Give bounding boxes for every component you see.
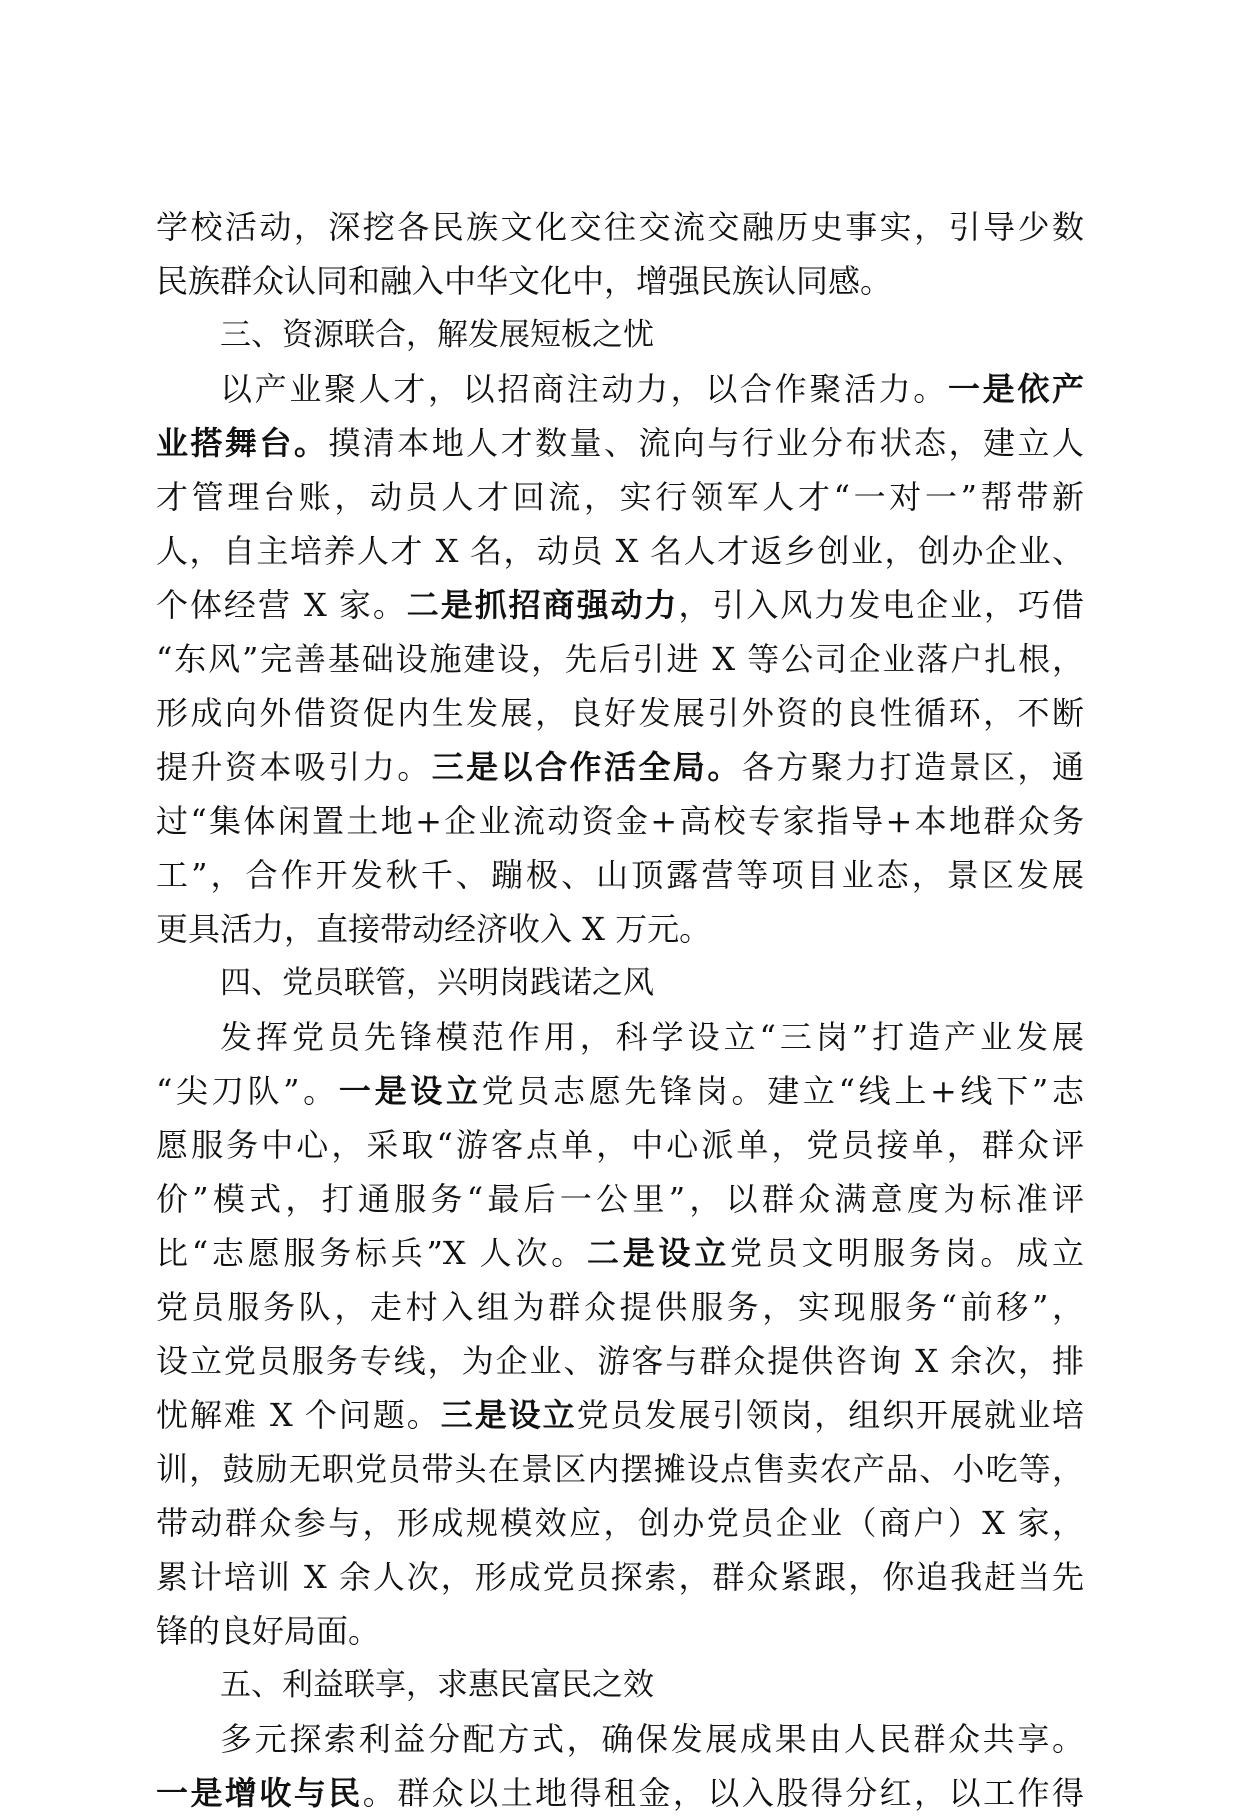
text-segment: 训，鼓励无职党员带头在景区内摆摊设点售卖农产品、小吃等，: [156, 1450, 1084, 1488]
text-segment: 累计培训 X 余人次，形成党员探索，群众紧跟，你追我赶当先: [156, 1558, 1084, 1596]
text-line: [156, 794, 1084, 848]
text-segment: 发挥党员先锋模范作用，科学设立“三岗”打造产业发展: [220, 1018, 1084, 1056]
text-line: [156, 470, 1084, 524]
text-line: [156, 578, 1084, 632]
text-line: [156, 1064, 1084, 1118]
text-segment: 党员文明服务岗。成立: [730, 1234, 1084, 1272]
text-line: [156, 632, 1084, 686]
text-line: [156, 1496, 1084, 1550]
text-segment: 提升资本吸引力。: [156, 748, 432, 786]
text-segment: 四、党员联管，兴明岗践诺之风: [220, 965, 654, 1001]
document-page: [156, 200, 1084, 1820]
text-line: [156, 902, 1084, 956]
text-segment: 摸清本地人才数量、流向与行业分布状态，建立人: [328, 424, 1084, 462]
text-line: [156, 1388, 1084, 1442]
text-segment: 锋的良好局面。: [156, 1612, 381, 1650]
text-line: [156, 1010, 1084, 1064]
section-heading: [156, 1658, 1084, 1712]
text-segment: 带动群众参与，形成规模效应，创办党员企业（商户）X 家，: [156, 1504, 1084, 1542]
text-line: [156, 1766, 1084, 1820]
bold-phrase: 二是设立: [586, 1234, 731, 1272]
section-heading: [156, 308, 1084, 362]
text-segment: 工”，合作开发秋千、蹦极、山顶露营等项目业态，景区发展: [156, 856, 1084, 894]
text-line: [156, 362, 1084, 416]
text-segment: “尖刀队”。: [156, 1072, 339, 1110]
text-segment: 个体经营 X 家。: [156, 586, 407, 624]
text-line: [156, 686, 1084, 740]
text-segment: 忧解难 X 个问题。: [156, 1396, 441, 1434]
text-segment: 各方聚力打造景区，通: [741, 748, 1084, 786]
text-segment: 形成向外借资促内生发展，良好发展引外资的良性循环，不断: [156, 694, 1084, 732]
text-segment: 愿服务中心，采取“游客点单，中心派单，党员接单，群众评: [156, 1126, 1084, 1164]
text-segment: 以产业聚人才，以招商注动力，以合作聚活力。: [220, 370, 948, 408]
text-segment: 设立党员服务专线，为企业、游客与群众提供咨询 X 余次，排: [156, 1342, 1084, 1380]
bold-phrase: 三是以合作活全局。: [431, 748, 742, 786]
text-segment: 更具活力，直接带动经济收入 X 万元。: [156, 910, 712, 948]
text-line: [156, 200, 1084, 254]
text-segment: 党员发展引领岗，组织开展就业培: [576, 1396, 1084, 1434]
text-line: [156, 1280, 1084, 1334]
text-segment: ，引入风力发电企业，巧借: [678, 586, 1084, 624]
text-line: [156, 1118, 1084, 1172]
bold-phrase: 一是设立: [338, 1072, 482, 1110]
text-line: [156, 1334, 1084, 1388]
text-line: [156, 1226, 1084, 1280]
text-line: [156, 740, 1084, 794]
text-segment: 民族群众认同和融入中华文化中，增强民族认同感。: [156, 262, 893, 300]
text-segment: 价”模式，打通服务“最后一公里”，以群众满意度为标准评: [156, 1180, 1084, 1218]
text-line: [156, 416, 1084, 470]
text-line: [156, 848, 1084, 902]
text-line: [156, 1172, 1084, 1226]
text-line: [156, 254, 1084, 308]
text-segment: 比“志愿服务标兵”X 人次。: [156, 1234, 587, 1272]
text-segment: 多元探索利益分配方式，确保发展成果由人民群众共享。: [220, 1720, 1084, 1758]
text-segment: 学校活动，深挖各民族文化交往交流交融历史事实，引导少数: [156, 208, 1084, 246]
text-line: [156, 1442, 1084, 1496]
text-segment: 过“集体闲置土地+企业流动资金+高校专家指导+本地群众务: [156, 802, 1084, 840]
text-segment: 三、资源联合，解发展短板之忧: [220, 317, 654, 353]
text-segment: 党员志愿先锋岗。建立“线上+线下”志: [481, 1072, 1084, 1110]
text-segment: 人，自主培养人才 X 名，动员 X 名人才返乡创业，创办企业、: [156, 532, 1084, 570]
bold-phrase: 二是抓招商强动力: [406, 586, 679, 624]
text-line: [156, 524, 1084, 578]
text-segment: 。群众以土地得租金，以入股得分红，以工作得: [362, 1774, 1084, 1812]
text-segment: 才管理台账，动员人才回流，实行领军人才“一对一”帮带新: [156, 478, 1084, 516]
text-line: [156, 1604, 1084, 1658]
text-line: [156, 1712, 1084, 1766]
bold-phrase: 一是增收与民: [156, 1774, 363, 1812]
section-heading: [156, 956, 1084, 1010]
text-segment: 党员服务队，走村入组为群众提供服务，实现服务“前移”，: [156, 1288, 1084, 1326]
bold-phrase: 三是设立: [440, 1396, 577, 1434]
bold-phrase: 业搭舞台。: [156, 424, 329, 462]
text-line: [156, 1550, 1084, 1604]
text-segment: 五、利益联享，求惠民富民之效: [220, 1667, 654, 1703]
bold-phrase: 一是依产: [947, 370, 1084, 408]
text-segment: “东风”完善基础设施建设，先后引进 X 等公司企业落户扎根，: [156, 640, 1084, 678]
